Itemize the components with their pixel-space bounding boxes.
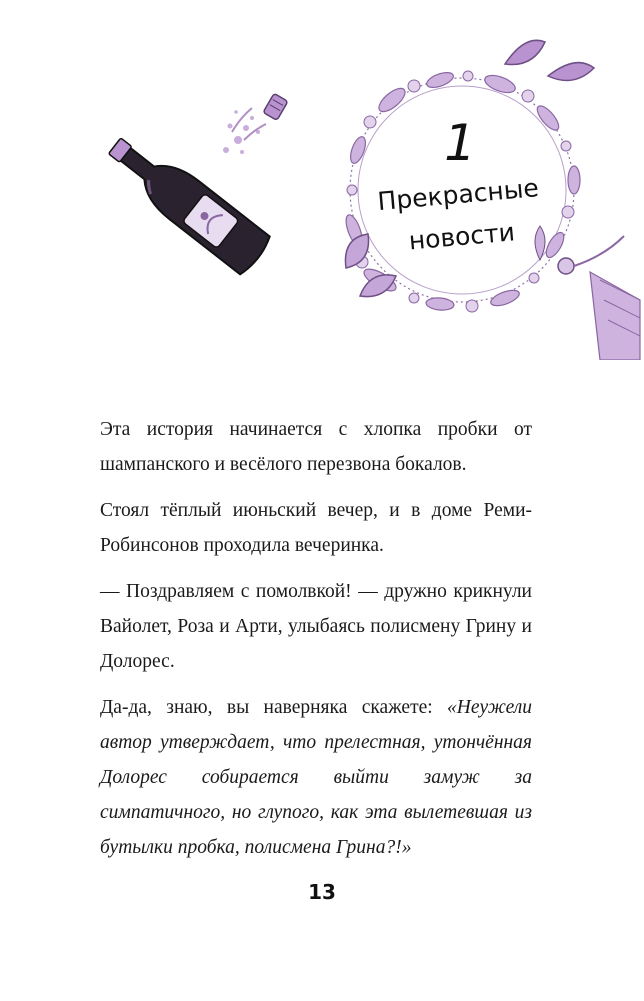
- paragraph-text: Да-да, знаю, вы наверняка скажете:: [100, 697, 448, 718]
- chapter-title-line-1: Прекрасные: [376, 173, 540, 217]
- italic-quote: «Неужели автор утверждает, что прелестная, утончённая Долорес собирается выйти замуж за симпатичного, но глупого, как эта вылетевшая из бутылки пробка, полисмена Грина?!»: [100, 697, 532, 858]
- paragraph: Эта история начинается с хлопка пробки от шампанского и весёлого перезвона бокалов.: [100, 419, 532, 475]
- chapter-title-line-2: новости: [407, 217, 516, 256]
- paragraph: — Поздравляем с помолвкой! — дружно крикнули Вайолет, Роза и Арти, улыбаясь полисмену Грину и Долорес.: [100, 581, 532, 672]
- chapter-number: 1: [444, 114, 476, 172]
- chapter-body: [100, 412, 532, 876]
- champagne-bottle-icon: [100, 93, 288, 276]
- chapter-illustration: [0, 0, 644, 360]
- chapter-title: [369, 166, 552, 265]
- paragraph: Стоял тёплый июньский вечер, и в доме Реми-Робинсонов проходила вечеринка.: [100, 500, 532, 556]
- paragraph: [100, 690, 532, 865]
- page-number: 13: [308, 880, 336, 904]
